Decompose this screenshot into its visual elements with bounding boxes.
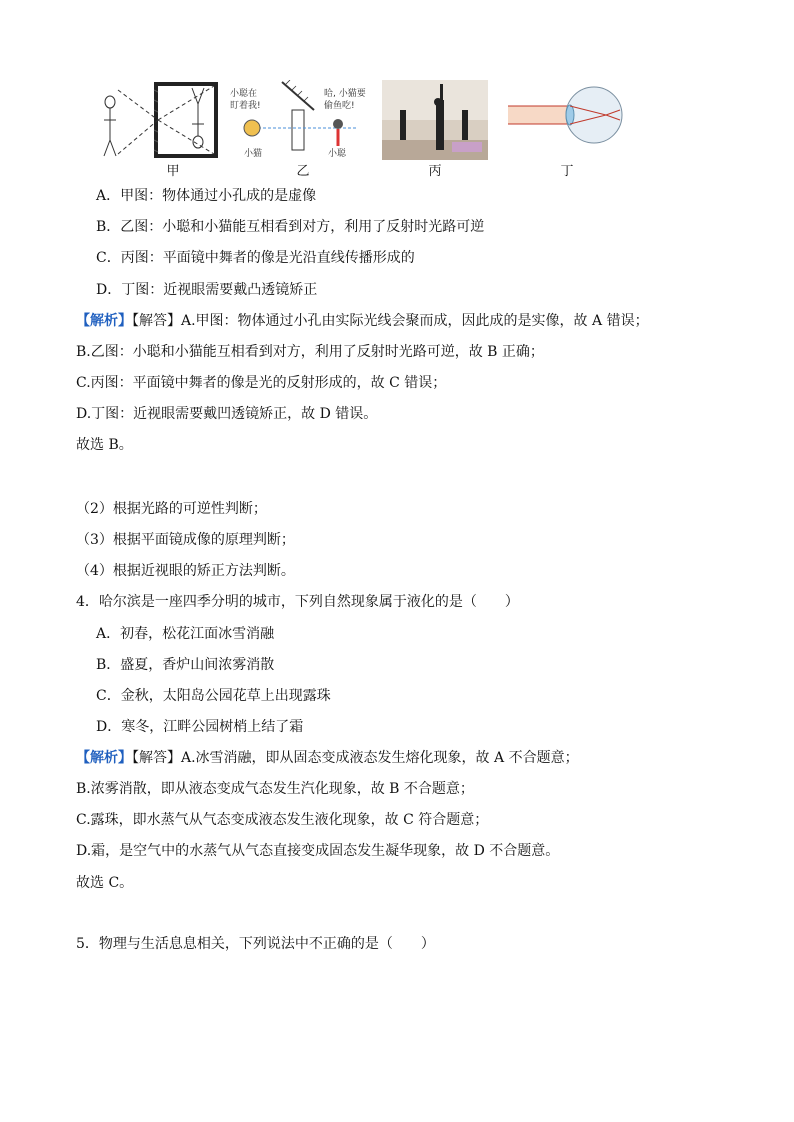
q4-solution-c: C.露珠，即水蒸气从气态变成液态发生液化现象，故 C 符合题意；: [76, 812, 489, 828]
analysis-tag: 【解析】: [76, 313, 132, 329]
q3-solution-b: B.乙图：小聪和小猫能互相看到对方，利用了反射时光路可逆，故 B 正确；: [76, 344, 544, 360]
answer-tag: 【解答】: [132, 750, 181, 766]
pinhole-figure: [98, 80, 218, 160]
q3-option-b: B．乙图：小聪和小猫能互相看到对方，利用了反射时光路可逆: [96, 219, 485, 235]
q4-solution-d: D.霜，是空气中的水蒸气从气态直接变成固态发生凝华现象，故 D 不合题意。: [76, 843, 560, 859]
q3-option-c: C．丙图：平面镜中舞者的像是光沿直线传播形成的: [96, 250, 415, 266]
q4-conclusion: 故选 C。: [76, 875, 134, 891]
q3-note-2: （2）根据光路的可逆性判断；: [76, 501, 267, 517]
figure-label-yi: 乙: [296, 164, 310, 179]
q3-option-d: D．丁图：近视眼需要戴凸透镜矫正: [96, 282, 318, 298]
svg-text:偷鱼吃!: 偷鱼吃!: [324, 101, 355, 111]
dancer-photo: [382, 80, 488, 160]
q4-option-d: D．寒冬，江畔公园树梢上结了霜: [96, 719, 304, 735]
svg-text:哈, 小猫要: 哈, 小猫要: [324, 89, 366, 99]
answer-tag: 【解答】: [132, 313, 181, 329]
q4-solution-a: A.冰雪消融，即从固态变成液态发生熔化现象，故 A 不合题意；: [181, 750, 579, 766]
mirror-figure: [228, 80, 368, 160]
q3-solution-a: A.甲图：物体通过小孔由实际光线会聚而成，因此成的是实像，故 A 错误；: [181, 313, 649, 329]
figure-label-ding: 丁: [560, 164, 574, 179]
q4-option-b: B．盛夏，香炉山间浓雾消散: [96, 657, 275, 673]
svg-text:小聪: 小聪: [328, 149, 347, 159]
q4-option-c: C．金秋，太阳岛公园花草上出现露珠: [96, 688, 331, 704]
q3-note-3: （3）根据平面镜成像的原理判断；: [76, 532, 295, 548]
q4-stem: 4．哈尔滨是一座四季分明的城市，下列自然现象属于液化的是（ ）: [76, 594, 519, 610]
q4-option-a: A．初春，松花江面冰雪消融: [96, 626, 275, 642]
figure-label-bing: 丙: [428, 164, 442, 179]
q3-note-4: （4）根据近视眼的矫正方法判断。: [76, 563, 295, 579]
analysis-tag: 【解析】: [76, 750, 132, 766]
svg-text:盯着我!: 盯着我!: [230, 101, 261, 111]
eye-diagram: [502, 80, 632, 160]
q5-stem: 5．物理与生活息息相关，下列说法中不正确的是（ ）: [76, 936, 435, 952]
q3-solution-c: C.丙图：平面镜中舞者的像是光的反射形成的，故 C 错误；: [76, 375, 447, 391]
svg-text:小聪在: 小聪在: [230, 89, 258, 99]
q3-solution-d: D.丁图：近视眼需要戴凹透镜矫正，故 D 错误。: [76, 406, 378, 422]
svg-text:小猫: 小猫: [244, 149, 263, 159]
q4-solution-b: B.浓雾消散，即从液态变成气态发生汽化现象，故 B 不合题意；: [76, 781, 474, 797]
figure-label-jia: 甲: [166, 164, 180, 179]
q3-option-a: A．甲图：物体通过小孔成的是虚像: [96, 188, 317, 204]
q4-solution-first-line: [76, 748, 579, 768]
q3-solution-first-line: [76, 311, 649, 331]
figure-row: [98, 80, 638, 180]
q3-conclusion: 故选 B。: [76, 437, 133, 453]
